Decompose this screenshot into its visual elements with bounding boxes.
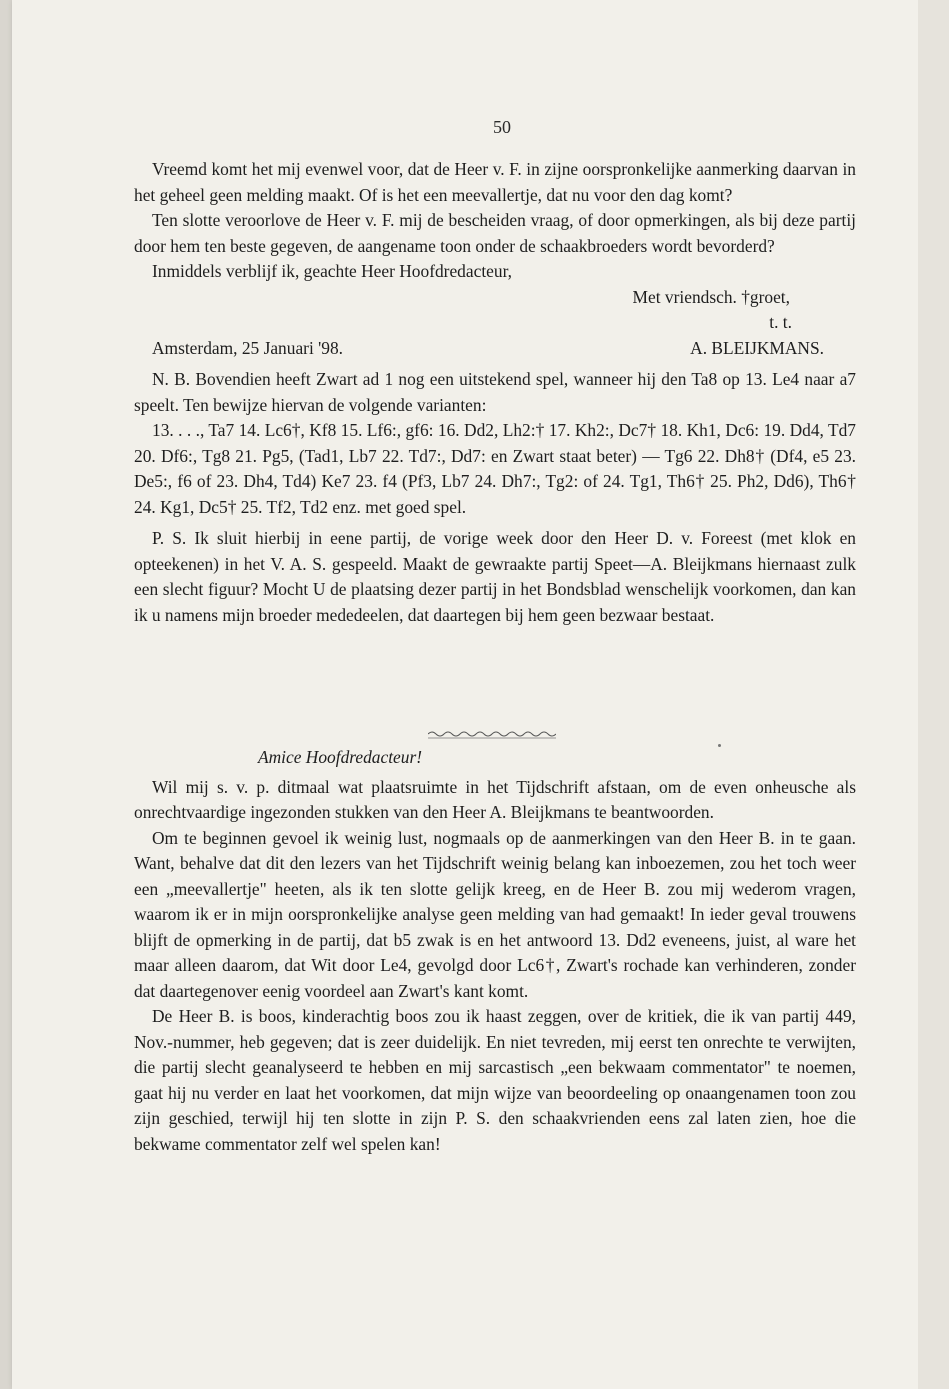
closing-tt: t. t. [769,312,792,332]
page-edge [918,0,949,1389]
signature-row [134,336,856,362]
letter-one [134,157,856,628]
closing-greeting: Met vriendsch. †groet, [632,286,790,307]
letter-two [134,745,856,1157]
page-number: 50 [493,117,511,137]
letter2-paragraph-1: Wil mij s. v. p. ditmaal wat plaatsruimte in het Tijdschrift afstaan, om de even onheusche als onrechtvaardige ingezonden stukken van den Heer A. Bleijkmans te beantwoorden. [134,776,856,822]
chess-variations: 13. . . ., Ta7 14. Lc6†, Kf8 15. Lf6:, gf6: 16. Dd2, Lh2:† 17. Kh2:, Dc7† 18. Kh1, Dc6: 19. Dd4, Td7 20. Df6:, Tg8 21. Pg5, (Tad1, Lb7 22. Td7:, Dd7: en Zwart staat beter) — Tg6 22. Dh8† (Df4, e5 23. De5:, f6 of 23. Dh4, Td4) Ke7 23. f4 (Pf3, Lb7 24. Dh7:, Tg2: of 24. Tg1, Th6† 25. Ph2, Dd6), Th6† 24. Kg1, Dc5† 25. Tf2, Td2 enz. met goed spel. [134,420,856,517]
letter2-paragraph-3: De Heer B. is boos, kinderachtig boos zou ik haast zeggen, over de kritiek, die ik van partij 449, Nov.-nummer, heb gegeven; dat is zeer duidelijk. En niet tevreden, mij eerst ten onrechte te verwijten, die partij slecht geanalyseerd te hebben en mij sarcastisch „een bekwaam commentator" te noemen, gaat hij nu verder en laat het voorkomen, dat mijn wijze van beoordeeling op onaangenamen toon zou zijn geschied, terwijl hij ten slotte in zijn P. S. den schaakvrienden eens zal laten zien, hoe die bekwame commentator zelf wel spelen kan! [134,1006,856,1154]
salutation: Amice Hoofdredacteur! [258,747,423,767]
letter1-paragraph-2: Ten slotte veroorlove de Heer v. F. mij de bescheiden vraag, of door opmerkingen, als bij deze partij door hem ten beste gegeven, de aangename toon onder de schaakbroeders wordt bevorderd? [134,210,856,256]
signature: A. BLEIJKMANS. [690,337,824,358]
nota-bene: N. B. Bovendien heeft Zwart ad 1 nog een uitstekend spel, wanneer hij den Ta8 op 13. Le4 naar a7 speelt. Ten bewijze hiervan de volgende varianten: [134,369,856,415]
letter1-paragraph-1: Vreemd komt het mij evenwel voor, dat de Heer v. F. in zijne oorspronkelijke aanmerking daarvan in het geheel geen melding maakt. Of is het een meevallertje, dat nu voor den dag komt? [134,159,856,205]
place-date: Amsterdam, 25 Januari '98. [152,337,344,358]
postscript: P. S. Ik sluit hierbij in eene partij, de vorige week door den Heer D. v. Foreest (met klok en opteekenen) in het V. A. S. gespeeld. Maakt de gewraakte partij Speet—A. Bleijkmans hiernaast zulk een slecht figuur? Mocht U de plaatsing dezer partij in het Bondsblad wenschelijk voorkomen, dan kan ik u namens mijn broeder mededeelen, dat daartegen bij hem geen bezwaar bestaat. [134,528,856,625]
divider-ornament [428,727,556,741]
letter1-paragraph-3: Inmiddels verblijf ik, geachte Heer Hoofdredacteur, [152,261,513,281]
letter2-paragraph-2: Om te beginnen gevoel ik weinig lust, nogmaals op de aanmerkingen van den Heer B. in te gaan. Want, behalve dat dit den lezers van het Tijdschrift weinig belang kan inboezemen, zou het toch weer een „meevallertje" heeten, als ik ten slotte gelijk kreeg, en de Heer B. zou mij wederom vragen, waarom ik er in mijn oorspronkelijke analyse geen melding van had gemaakt! In ieder geval trouwens blijft de opmerking in de partij, dat b5 zwak is en het antwoord 13. Dd2 eveneens, juist, al ware het maar alleen daarom, dat Wit door Le4, gevolgd door Lc6†, Zwart's rochade kan verhinderen, zonder dat daartegenover eenig voordeel aan Zwart's kant komt. [134,827,856,1001]
